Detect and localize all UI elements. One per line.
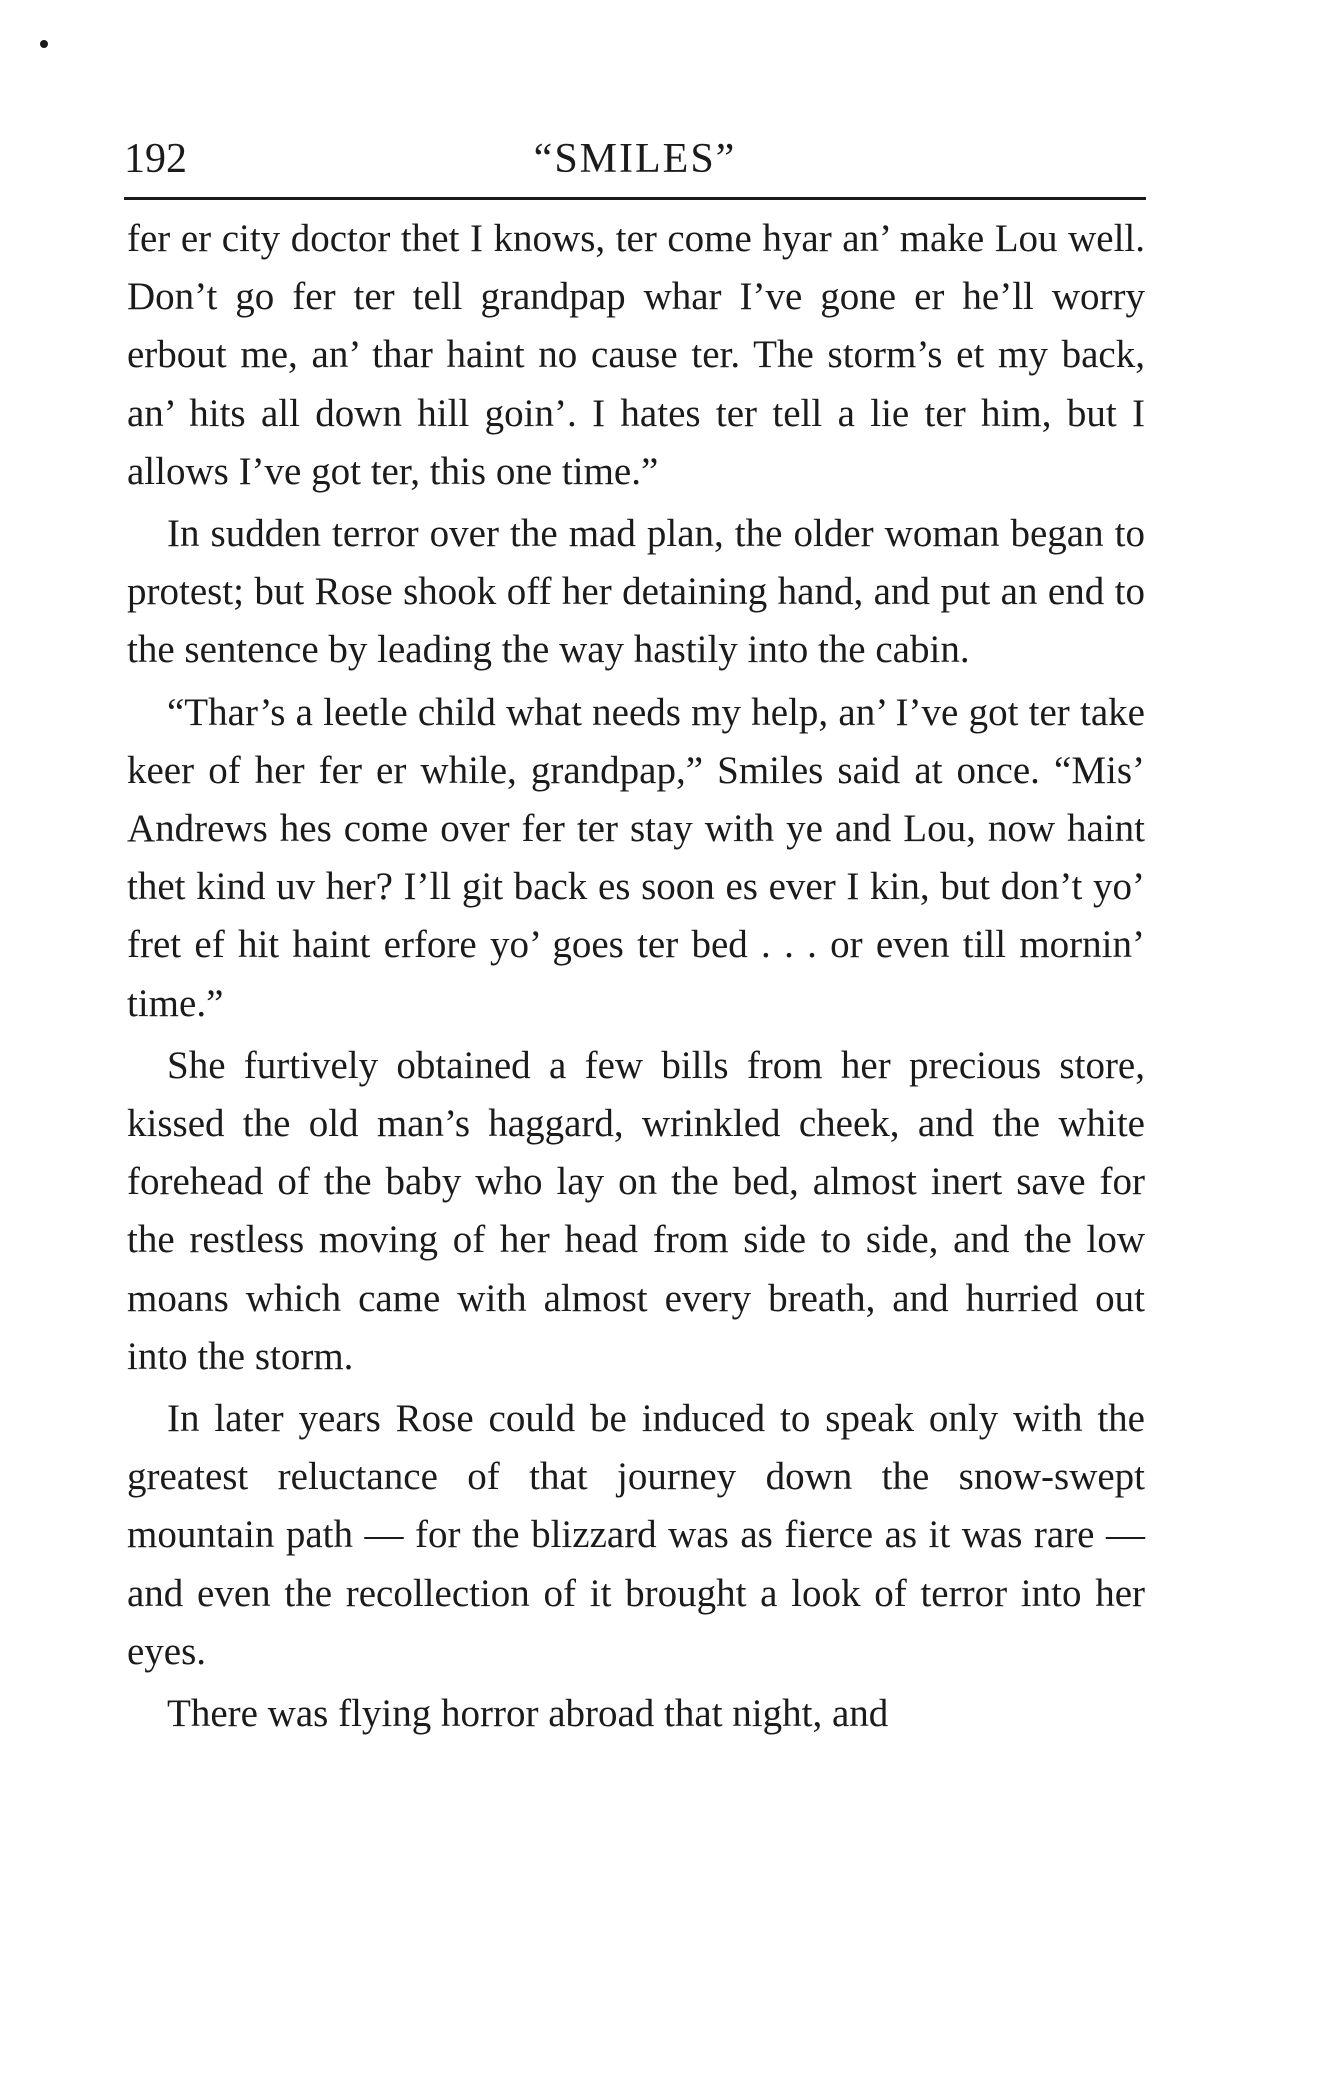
- paragraph-4: She furtively obtained a few bills from her precious store, kissed the old man’s haggard, wrinkled cheek, and the white forehead of the baby who lay on the bed, almost inert save for the restless moving of her head from side to side, and the low moans which came with almost every breath, and hurried out into the storm.: [127, 1043, 1145, 1378]
- running-title: “SMILES”: [533, 136, 737, 182]
- page-number: 192: [124, 136, 187, 182]
- page-header: [124, 128, 1146, 194]
- paragraph-2: In sudden terror over the mad plan, the older woman began to protest; but Rose shook off her detaining hand, and put an end to the sentence by leading the way hastily into the cabin.: [127, 512, 1145, 672]
- paragraph-6: There was flying horror abroad that night, and: [167, 1692, 889, 1736]
- paragraph-1: fer er city doctor thet I knows, ter come hyar an’ make Lou well. Don’t go fer ter tell grandpap whar I’ve gone er he’ll worry erbout me, an’ thar haint no cause ter. The storm’s et my back, an’ hits all down hill goin’. I hates ter tell a lie ter him, but I allows I’ve got ter, this one time.”: [127, 217, 1145, 493]
- paragraph-5: In later years Rose could be induced to speak only with the greatest reluctance of that journey down the snow-swept mountain path — for the blizzard was as fierce as it was rare — and even the recollection of it brought a look of terror into her eyes.: [127, 1397, 1145, 1673]
- header-rule: [124, 197, 1146, 200]
- body-text: [127, 210, 1145, 1743]
- ink-speck: [40, 40, 48, 48]
- paragraph-3: “Thar’s a leetle child what needs my help, an’ I’ve got ter take keer of her fer er while, grandpap,” Smiles said at once. “Mis’ Andrews hes come over fer ter stay with ye and Lou, now haint thet kind uv her? I’ll git back es soon es ever I kin, but don’t yo’ fret ef hit haint erfore yo’ goes ter bed . . . or even till mornin’ time.”: [127, 690, 1145, 1025]
